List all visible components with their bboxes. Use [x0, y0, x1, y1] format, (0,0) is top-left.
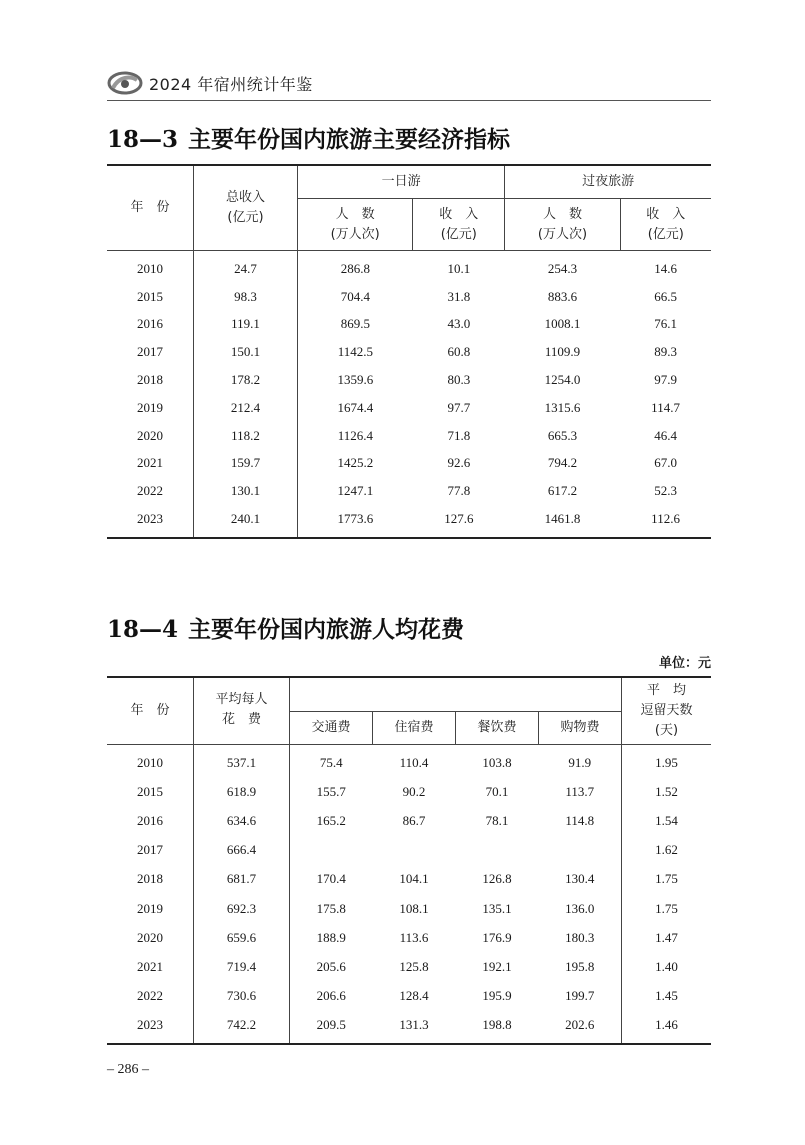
table-cell: 1.46 [622, 1011, 712, 1044]
table-row [107, 450, 711, 478]
header-avg-stay-days: 平 均 逗留天数 (天) [622, 677, 712, 745]
table-cell: 883.6 [547, 288, 578, 304]
header-day-income: 收 入 (亿元) [413, 199, 505, 251]
table1-title-text: 主要年份国内旅游主要经济指标 [188, 126, 511, 153]
header-dining: 餐饮费 [456, 712, 539, 745]
table-cell: 730.6 [194, 982, 290, 1011]
table-cell: 46.4 [654, 427, 677, 443]
table-cell: 70.1 [485, 783, 509, 799]
table-cell: 176.9 [482, 929, 512, 945]
table-cell: 2022 [107, 982, 194, 1011]
table-cell: 52.3 [654, 483, 677, 499]
table-cell: 537.1 [194, 745, 290, 778]
table2-title-text: 主要年份国内旅游人均花费 [188, 616, 465, 643]
table-cell: 2017 [107, 338, 194, 366]
table-cell: 150.1 [194, 338, 298, 366]
table-cell: 666.4 [194, 836, 290, 865]
table-cell: 1142.5 [337, 344, 374, 360]
table-cell: 206.6 [316, 988, 346, 1004]
table-row [107, 283, 711, 311]
table-row [107, 836, 711, 865]
table-cell: 76.1 [654, 316, 677, 332]
table-cell [290, 836, 373, 865]
table-cell: 2019 [107, 394, 194, 422]
tourism-indicators-table [107, 164, 711, 539]
table-cell [539, 836, 622, 865]
table-cell: 98.3 [194, 283, 298, 311]
table-cell: 692.3 [194, 894, 290, 923]
table-cell: 2018 [107, 366, 194, 394]
table-cell: 118.2 [194, 422, 298, 450]
table1-title [107, 121, 510, 154]
table-cell: 130.4 [539, 865, 622, 894]
table-cell: 1773.6 [298, 505, 413, 538]
table-cell: 2010 [107, 745, 194, 778]
table-cell: 1461.8 [505, 505, 620, 538]
table-cell: 67.0 [654, 455, 677, 471]
table-cell: 618.9 [194, 777, 290, 806]
table-cell: 114.8 [539, 806, 622, 835]
table-cell: 1.62 [655, 842, 678, 858]
table-cell: 869.5 [340, 316, 371, 332]
table-cell: 90.2 [402, 783, 426, 799]
table-row [107, 394, 711, 422]
table-cell: 2018 [107, 865, 194, 894]
table-cell: 108.1 [399, 900, 429, 916]
yearbook-logo-icon [107, 70, 143, 96]
table-cell: 1.75 [655, 871, 678, 887]
table-cell: 159.7 [194, 450, 298, 478]
header-avg-spending: 平均每人 花 费 [194, 677, 290, 745]
table-cell: 2021 [107, 450, 194, 478]
table-cell: 665.3 [547, 427, 578, 443]
table-cell: 1.45 [655, 988, 678, 1004]
table-cell: 2023 [107, 505, 194, 538]
table-cell: 1254.0 [544, 372, 581, 388]
table-cell: 188.9 [316, 929, 346, 945]
header-shopping: 购物费 [539, 712, 622, 745]
table-cell: 2010 [107, 251, 194, 283]
header-year: 年 份 [107, 165, 194, 251]
table-row [107, 865, 711, 894]
table-cell: 104.1 [399, 871, 429, 887]
table-cell: 125.8 [399, 958, 429, 974]
table-cell: 240.1 [194, 505, 298, 538]
table2-number: 18—4 [107, 616, 179, 643]
table-cell: 2023 [107, 1011, 194, 1044]
table-cell: 165.2 [316, 812, 346, 828]
page-number: – 286 – [107, 1062, 149, 1077]
table-cell: 86.7 [402, 812, 426, 828]
table-cell: 91.9 [539, 745, 622, 778]
table-cell: 97.7 [447, 399, 471, 415]
table-cell: 43.0 [447, 316, 471, 332]
table-row [107, 251, 711, 283]
table-cell: 14.6 [654, 260, 677, 276]
header-overnight: 过夜旅游 [505, 165, 711, 199]
table-cell: 209.5 [290, 1011, 373, 1044]
table-cell: 2017 [107, 836, 194, 865]
table-cell: 60.8 [447, 344, 471, 360]
table-cell: 126.8 [482, 871, 512, 887]
table-cell: 135.1 [482, 900, 512, 916]
header-divider [107, 100, 711, 101]
table-cell: 2016 [107, 311, 194, 339]
table2-title [107, 611, 464, 644]
table-cell: 155.7 [316, 783, 346, 799]
table-cell: 1425.2 [337, 455, 374, 471]
table-cell: 66.5 [654, 288, 677, 304]
table-cell: 178.2 [194, 366, 298, 394]
table-cell: 78.1 [485, 812, 509, 828]
table-cell: 2019 [107, 894, 194, 923]
unit-label: 单位：元 [658, 656, 711, 671]
table-cell: 704.4 [340, 288, 371, 304]
table-cell: 2021 [107, 952, 194, 981]
table-cell: 1126.4 [337, 427, 374, 443]
table-cell: 254.3 [547, 260, 578, 276]
table-cell: 1.52 [655, 783, 678, 799]
table-cell: 617.2 [547, 483, 578, 499]
table-cell: 75.4 [319, 754, 343, 770]
table-cell: 1315.6 [544, 399, 581, 415]
table-cell: 71.8 [447, 427, 471, 443]
table-cell: 286.8 [340, 260, 371, 276]
table-row [107, 982, 711, 1011]
table-row [107, 366, 711, 394]
table-cell [456, 836, 539, 865]
table-row [107, 477, 711, 505]
table-cell: 2016 [107, 806, 194, 835]
table-cell: 180.3 [539, 923, 622, 952]
table-cell: 1109.9 [544, 344, 581, 360]
table-cell: 97.9 [654, 372, 677, 388]
table-cell: 192.1 [482, 958, 512, 974]
table-cell: 1674.4 [337, 399, 374, 415]
table-cell: 195.9 [482, 988, 512, 1004]
table-cell: 1.95 [655, 754, 678, 770]
table-cell: 114.7 [651, 399, 680, 415]
table-row [107, 311, 711, 339]
table-cell: 2020 [107, 923, 194, 952]
table-row [107, 806, 711, 835]
table-row [107, 923, 711, 952]
header-day-people: 人 数 (万人次) [298, 199, 413, 251]
table-cell: 113.6 [399, 929, 429, 945]
header-year: 年 份 [107, 677, 194, 745]
header-overnight-income: 收 入 (亿元) [620, 199, 711, 251]
table-row [107, 894, 711, 923]
table-cell: 794.2 [547, 455, 578, 471]
table-cell: 195.8 [539, 952, 622, 981]
table-cell: 10.1 [447, 260, 471, 276]
table-cell: 119.1 [194, 311, 298, 339]
table-cell: 1008.1 [544, 316, 581, 332]
table-cell: 719.4 [194, 952, 290, 981]
table-cell: 77.8 [447, 483, 471, 499]
table-cell: 127.6 [413, 505, 505, 538]
header-title: 2024 年宿州统计年鉴 [149, 74, 313, 94]
table-cell: 2015 [107, 777, 194, 806]
table-cell [373, 836, 456, 865]
table-cell: 742.2 [194, 1011, 290, 1044]
table-cell: 2020 [107, 422, 194, 450]
table-cell: 131.3 [373, 1011, 456, 1044]
table-cell: 1.40 [655, 958, 678, 974]
table-row [107, 422, 711, 450]
table-cell: 103.8 [482, 754, 512, 770]
table-cell: 130.1 [194, 477, 298, 505]
table-row [107, 745, 711, 778]
table-cell: 113.7 [539, 777, 622, 806]
header-day-trip: 一日游 [298, 165, 505, 199]
per-capita-spending-table [107, 676, 711, 1045]
table-row [107, 777, 711, 806]
table-cell: 112.6 [620, 505, 711, 538]
table-cell: 198.8 [456, 1011, 539, 1044]
table-cell: 2015 [107, 283, 194, 311]
table-cell: 24.7 [194, 251, 298, 283]
header-overnight-people: 人 数 (万人次) [505, 199, 620, 251]
table-row [107, 1011, 711, 1044]
table-cell: 128.4 [399, 988, 429, 1004]
table-cell: 89.3 [654, 344, 677, 360]
table-cell: 659.6 [194, 923, 290, 952]
table-cell: 1.75 [655, 900, 678, 916]
table-cell: 681.7 [194, 865, 290, 894]
table-cell: 634.6 [194, 806, 290, 835]
running-header [107, 68, 313, 98]
table-cell: 1359.6 [337, 372, 374, 388]
table-cell: 212.4 [194, 394, 298, 422]
table-cell: 110.4 [399, 754, 429, 770]
table-cell: 31.8 [447, 288, 471, 304]
table-cell: 2022 [107, 477, 194, 505]
header-category-group [290, 677, 622, 712]
table-cell: 92.6 [447, 455, 471, 471]
table-cell: 1.54 [655, 812, 678, 828]
table-cell: 202.6 [539, 1011, 622, 1044]
table-cell: 1.47 [655, 929, 678, 945]
table-cell: 80.3 [447, 372, 471, 388]
table-row [107, 952, 711, 981]
table1-number: 18—3 [107, 126, 179, 153]
header-total-income: 总收入 (亿元) [194, 165, 298, 251]
table-cell: 136.0 [539, 894, 622, 923]
header-lodging: 住宿费 [373, 712, 456, 745]
table-cell: 205.6 [316, 958, 346, 974]
table-cell: 170.4 [316, 871, 346, 887]
table-cell: 199.7 [539, 982, 622, 1011]
table-cell: 1247.1 [337, 483, 374, 499]
table-row [107, 338, 711, 366]
table-row [107, 505, 711, 538]
header-transport: 交通费 [290, 712, 373, 745]
table-cell: 175.8 [316, 900, 346, 916]
